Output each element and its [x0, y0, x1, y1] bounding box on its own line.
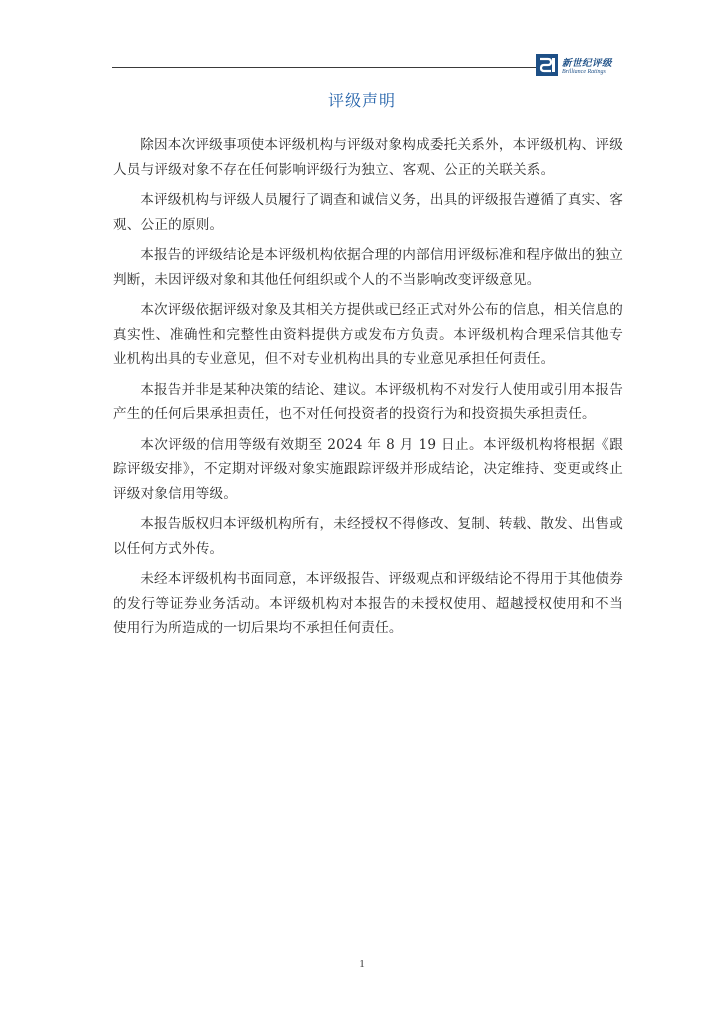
paragraph: 本评级机构与评级人员履行了调查和诚信义务，出具的评级报告遵循了真实、客观、公正的原则。	[113, 192, 623, 233]
paragraph: 本报告的评级结论是本评级机构依据合理的内部信用评级标准和程序做出的独立判断，未因评级对象和其他任何组织或个人的不当影响改变评级意见。	[113, 247, 623, 288]
header-rule	[112, 67, 536, 68]
paragraph: 本次评级的信用等级有效期至 2024 年 8 月 19 日止。本评级机构将根据《跟踪评级安排》，不定期对评级对象实施跟踪评级并形成结论，决定维持、变更或终止评级对象信用等级。	[113, 436, 623, 502]
page-number: 1	[359, 958, 365, 970]
company-logo	[536, 54, 626, 84]
page-title: 评级声明	[327, 91, 396, 110]
paragraph: 本报告版权归本评级机构所有，未经授权不得修改、复制、转载、散发、出售或以任何方式外传。	[113, 516, 623, 557]
logo-mark-icon	[536, 54, 558, 76]
statement-body	[113, 133, 623, 647]
paragraph: 除因本次评级事项使本评级机构与评级对象构成委托关系外，本评级机构、评级人员与评级对象不存在任何影响评级行为独立、客观、公正的关联关系。	[113, 137, 623, 178]
logo-chinese-text: 新世纪评级	[562, 58, 613, 69]
logo-english-text: Brilliance Ratings	[562, 69, 606, 75]
paragraph: 本次评级依据评级对象及其相关方提供或已经正式对外公布的信息，相关信息的真实性、准确性和完整性由资料提供方或发布方负责。本评级机构合理采信其他专业机构出具的专业意见，但不对专业机构出具的专业意见承担任何责任。	[113, 302, 623, 367]
paragraph: 本报告并非是某种决策的结论、建议。本评级机构不对发行人使用或引用本报告产生的任何后果承担责任，也不对任何投资者的投资行为和投资损失承担责任。	[113, 381, 623, 422]
paragraph: 未经本评级机构书面同意，本评级报告、评级观点和评级结论不得用于其他债券的发行等证券业务活动。本评级机构对本报告的未授权使用、超越授权使用和不当使用行为所造成的一切后果均不承担任何责任。	[113, 571, 623, 636]
page-header	[112, 50, 622, 82]
